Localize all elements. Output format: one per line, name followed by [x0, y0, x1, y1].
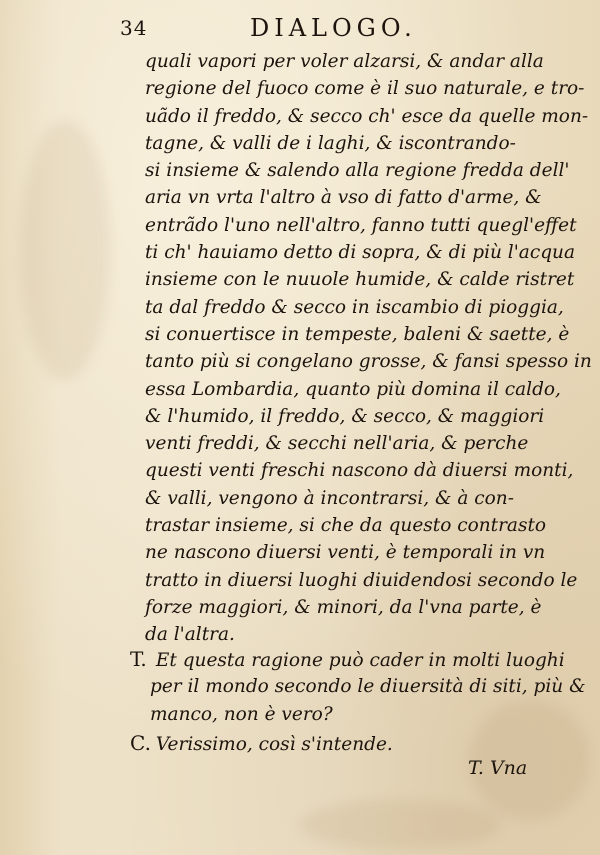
paper-stain [20, 120, 110, 380]
speech-t [130, 646, 586, 728]
text-line: quali vapori per voler alzarsi, & andar alla [145, 51, 544, 72]
speech-text: Verissimo, così s'intende. [155, 734, 393, 755]
catchword: T. Vna [468, 757, 528, 779]
text-line: aria vn vrta l'altro à vso di fatto d'arme, & [145, 187, 542, 209]
speech-c [130, 730, 580, 757]
text-line: ne nascono diuersi venti, è temporali in vn [145, 542, 546, 564]
text-line: forze maggiori, & minori, da l'vna parte, è [145, 596, 542, 618]
body-text [145, 48, 592, 649]
text-line: ti ch' hauiamo detto di sopra, & di più l'acqua [145, 242, 575, 264]
text-line: tagne, & valli de i laghi, & iscontrando- [145, 132, 516, 154]
speech-text: manco, non è vero? [150, 703, 333, 725]
speech-text: per il mondo secondo le diuersità di siti, più & [150, 676, 586, 698]
text-line: regione del fuoco come è il suo naturale, e tro- [145, 78, 585, 100]
speaker-c-label: C. [130, 731, 151, 755]
text-line: si conuertisce in tempeste, baleni & saette, è [145, 323, 570, 345]
speech-line [130, 646, 580, 673]
speech-line [130, 673, 586, 700]
page-number: 34 [120, 16, 148, 40]
text-line: entrãdo l'uno nell'altro, fanno tutti quegl'effet [145, 214, 577, 236]
speaker-t-label: T. [130, 647, 147, 671]
text-line: da l'altra. [145, 624, 235, 646]
text-line: ta dal freddo & secco in iscambio di pioggia, [145, 296, 564, 318]
text-line: & l'humido, il freddo, & secco, & maggiori [145, 405, 545, 427]
speech-line [130, 730, 580, 757]
text-line: essa Lombardia, quanto più domina il caldo, [145, 378, 561, 400]
text-line: si insieme & salendo alla regione fredda dell' [145, 160, 570, 182]
paper-stain [300, 800, 500, 850]
text-line: questi venti freschi nascono dà diuersi monti, [145, 460, 574, 482]
text-line: venti freddi, & secchi nell'aria, & perche [145, 433, 529, 455]
running-head: DIALOGO. [250, 14, 417, 42]
text-line: & valli, vengono à incontrarsi, & à con- [145, 487, 514, 509]
text-line: uãdo il freddo, & secco ch' esce da quelle mon- [145, 105, 589, 127]
speech-line [130, 701, 580, 728]
text-line: tanto più si congelano grosse, & fansi spesso in [145, 351, 592, 373]
text-line: tratto in diuersi luoghi diuidendosi secondo le [145, 569, 578, 591]
speech-text: Et questa ragione può cader in molti luoghi [155, 650, 565, 671]
text-line: trastar insieme, si che da questo contrasto [145, 515, 547, 537]
text-line: insieme con le nuuole humide, & calde ristret [145, 269, 575, 291]
page-header [0, 14, 600, 44]
